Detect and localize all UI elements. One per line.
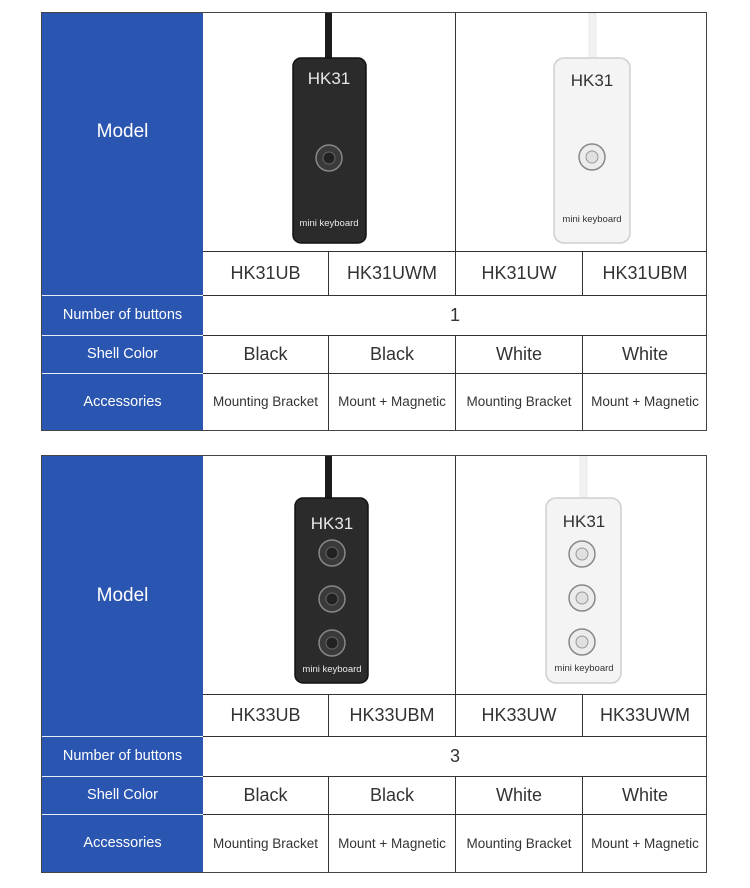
device-title: HK31 (570, 71, 614, 90)
key-button-center (326, 547, 338, 559)
device-illustration (456, 13, 707, 251)
accessories-label: Accessories (83, 393, 162, 410)
device-title: HK31 (562, 512, 606, 531)
device-caption: mini keyboard (302, 664, 362, 675)
key-button-center (576, 592, 588, 604)
spec-table-1 (41, 12, 707, 431)
model-label: Model (96, 585, 149, 606)
divider (42, 335, 203, 336)
product-image-white (456, 13, 707, 251)
key-button-center (323, 152, 335, 164)
device-illustration (203, 456, 455, 694)
divider (42, 295, 203, 296)
shell-color-label: Shell Color (87, 787, 158, 803)
model-code: HK31UBM (602, 262, 688, 283)
device-illustration (456, 456, 707, 694)
accessory: Mount + Magnetic (591, 835, 699, 851)
model-code: HK31UWM (346, 262, 437, 283)
button-count: 1 (449, 304, 460, 325)
key-button-center (576, 548, 588, 560)
model-code: HK33UWM (599, 704, 690, 725)
model-code: HK33UBM (349, 704, 435, 725)
key-button-center (576, 636, 588, 648)
buttons-label: Number of buttons (62, 748, 183, 764)
buttons-label: Number of buttons (62, 307, 183, 323)
accessory: Mount + Magnetic (338, 394, 446, 409)
accessory: Mounting Bracket (466, 394, 572, 409)
divider (42, 736, 203, 737)
button-count: 3 (449, 745, 460, 766)
model-code: HK31UB (230, 262, 301, 283)
spec-table-2 (41, 455, 707, 873)
cable (589, 13, 596, 63)
divider (42, 814, 203, 815)
shell-color: White (495, 343, 542, 364)
divider (42, 776, 203, 777)
divider (42, 373, 203, 374)
shell-color: White (621, 784, 668, 805)
cable (325, 13, 332, 63)
product-image-black (203, 13, 455, 251)
device-caption: mini keyboard (299, 218, 359, 229)
device-title: HK31 (310, 514, 354, 533)
device-illustration (203, 13, 455, 251)
product-image-white (456, 456, 707, 694)
key-button-center (326, 637, 338, 649)
device-caption: mini keyboard (554, 663, 614, 674)
shell-color-label: Shell Color (87, 346, 158, 362)
cable (580, 456, 587, 502)
accessory: Mounting Bracket (212, 835, 319, 851)
accessory: Mount + Magnetic (591, 394, 699, 409)
model-code: HK33UW (481, 704, 557, 725)
shell-color: Black (243, 343, 288, 364)
shell-color: White (495, 784, 542, 805)
shell-color: Black (243, 784, 288, 805)
device-title: HK31 (307, 69, 351, 88)
model-label: Model (96, 121, 149, 142)
accessories-label: Accessories (83, 835, 162, 851)
product-image-black (203, 456, 455, 694)
device-caption: mini keyboard (562, 214, 622, 225)
key-button-center (326, 593, 338, 605)
shell-color: White (621, 343, 668, 364)
accessory: Mounting Bracket (212, 394, 319, 409)
cable (325, 456, 332, 502)
model-code: HK33UB (230, 704, 301, 725)
accessory: Mounting Bracket (466, 835, 572, 851)
shell-color: Black (369, 343, 414, 364)
model-code: HK31UW (481, 262, 557, 283)
shell-color: Black (369, 784, 414, 805)
key-button-center (586, 151, 598, 163)
accessory: Mount + Magnetic (338, 835, 446, 851)
